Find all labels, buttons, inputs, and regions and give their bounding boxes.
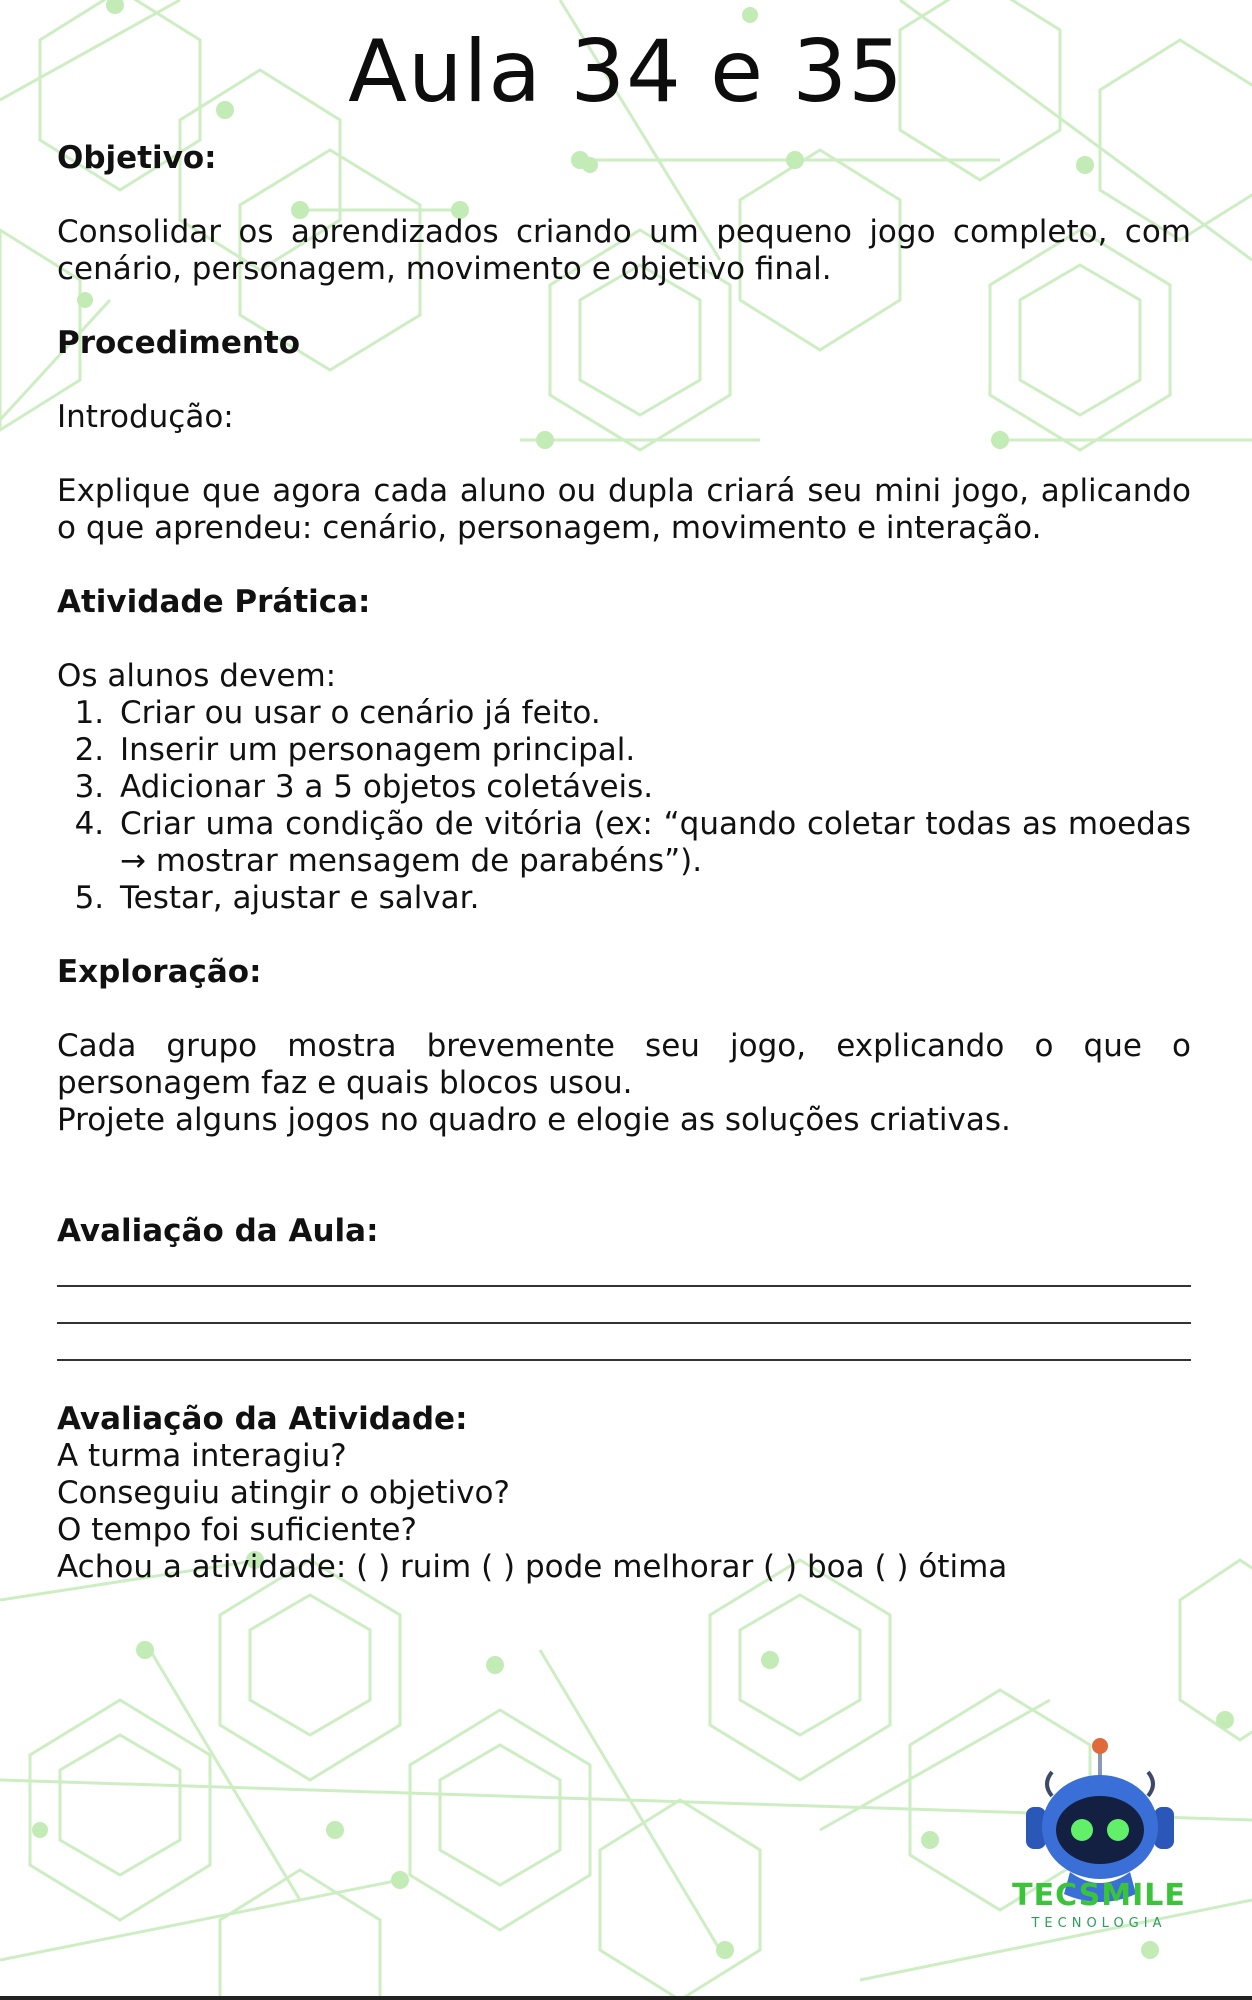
avaliacao-q4: Achou a atividade: ( ) ruim ( ) pode melhorar ( ) boa ( ) ótima bbox=[57, 1549, 1008, 1585]
answer-line-3 bbox=[57, 1359, 1191, 1361]
atividade-lead: Os alunos devem: bbox=[57, 658, 337, 694]
exploracao-text-2: Projete alguns jogos no quadro e elogie as soluções criativas. bbox=[57, 1102, 1011, 1138]
avaliacao-aula-heading: Avaliação da Aula: bbox=[57, 1213, 379, 1249]
answer-line-2 bbox=[57, 1322, 1191, 1324]
lesson-content bbox=[57, 140, 1191, 1586]
avaliacao-q3: O tempo foi suficiente? bbox=[57, 1512, 417, 1548]
introducao-label: Introdução: bbox=[57, 399, 234, 435]
list-item: 4. Criar uma condição de vitória (ex: “quando coletar todas as moedas → mostrar mensagem de parabéns”). bbox=[114, 806, 1191, 880]
answer-line-1 bbox=[57, 1285, 1191, 1287]
atividade-steps bbox=[57, 695, 1191, 917]
exploracao-text-1: Cada grupo mostra brevemente seu jogo, explicando o que o personagem faz e quais blocos usou. bbox=[57, 1028, 1191, 1101]
page-bottom-border bbox=[0, 1996, 1252, 2000]
brand-subtitle: TECNOLOGIA bbox=[1031, 1916, 1167, 1931]
avaliacao-q2: Conseguiu atingir o objetivo? bbox=[57, 1475, 510, 1511]
list-item: 2. Inserir um personagem principal. bbox=[114, 732, 1191, 769]
procedimento-heading: Procedimento bbox=[57, 325, 301, 361]
atividade-heading: Atividade Prática: bbox=[57, 584, 371, 620]
list-item: 5. Testar, ajustar e salvar. bbox=[114, 880, 1191, 917]
objetivo-heading: Objetivo: bbox=[57, 140, 217, 176]
list-item: 3. Adicionar 3 a 5 objetos coletáveis. bbox=[114, 769, 1191, 806]
objetivo-text: Consolidar os aprendizados criando um pequeno jogo completo, com cenário, personagem, movimento e objetivo final. bbox=[57, 214, 1191, 287]
page-title: Aula 34 e 35 bbox=[348, 22, 904, 122]
introducao-text: Explique que agora cada aluno ou dupla criará seu mini jogo, aplicando o que aprendeu: cenário, personagem, movimento e interação. bbox=[57, 473, 1191, 546]
avaliacao-q1: A turma interagiu? bbox=[57, 1438, 347, 1474]
list-item: 1. Criar ou usar o cenário já feito. bbox=[114, 695, 1191, 732]
avaliacao-atividade-heading: Avaliação da Atividade: bbox=[57, 1401, 468, 1437]
brand-name: TECSMILE bbox=[1012, 1878, 1186, 1913]
exploracao-heading: Exploração: bbox=[57, 954, 262, 990]
